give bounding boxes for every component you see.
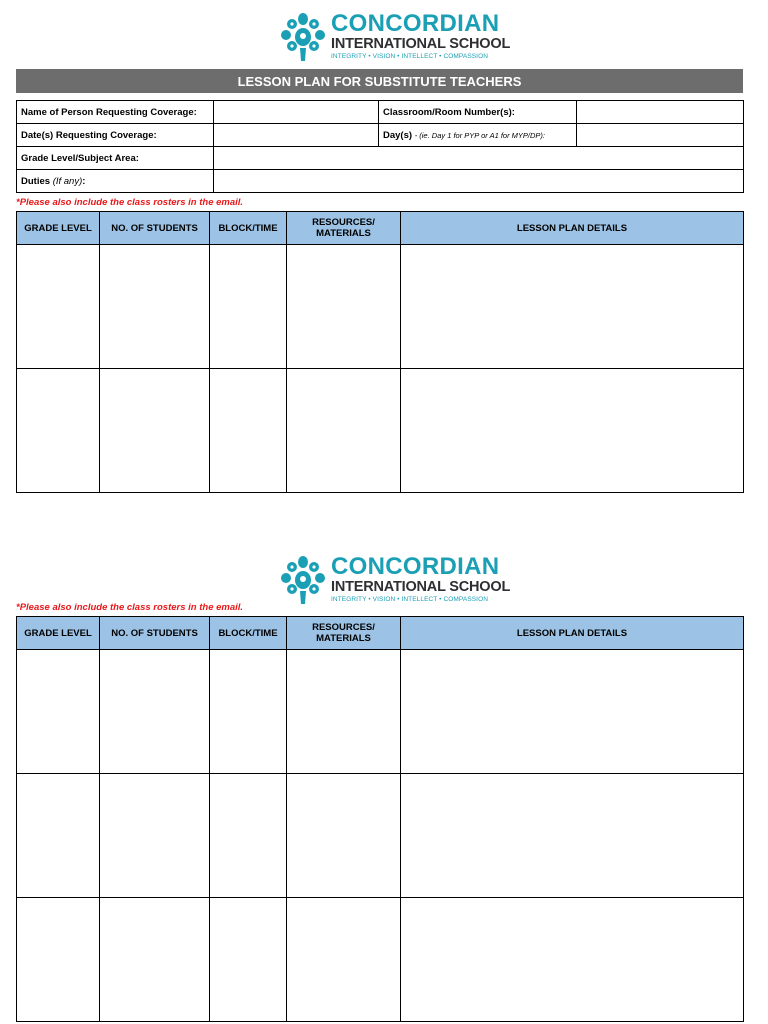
request-info-table xyxy=(16,100,744,193)
dates-label: Date(s) Requesting Coverage: xyxy=(17,124,214,147)
col-header: LESSON PLAN DETAILS xyxy=(401,212,744,245)
col-header: NO. OF STUDENTS xyxy=(100,212,210,245)
col-header: GRADE LEVEL xyxy=(17,617,100,650)
plan-cell[interactable] xyxy=(17,650,100,774)
flower-emblem-icon xyxy=(280,555,326,605)
col-header: BLOCK/TIME xyxy=(210,617,287,650)
duties-colon: : xyxy=(82,175,86,187)
info-row-grade xyxy=(17,147,744,170)
classroom-label: Classroom/Room Number(s): xyxy=(379,101,577,124)
logo-tagline: INTEGRITY • VISION • INTELLECT • COMPASSION xyxy=(331,53,489,60)
duties-label: Duties xyxy=(21,175,51,187)
plan-cell[interactable] xyxy=(401,369,744,493)
plan-header-row xyxy=(17,212,744,245)
plan-cell[interactable] xyxy=(210,245,287,369)
days-hint: - (ie. Day 1 for PYP or A1 for MYP/DP): xyxy=(414,130,545,140)
plan-cell[interactable] xyxy=(17,245,100,369)
form-title-bar: LESSON PLAN FOR SUBSTITUTE TEACHERS xyxy=(16,69,743,93)
plan-cell[interactable] xyxy=(287,774,401,898)
plan-cell[interactable] xyxy=(17,369,100,493)
duties-label-cell xyxy=(17,170,214,193)
plan-cell[interactable] xyxy=(210,650,287,774)
plan-cell[interactable] xyxy=(210,774,287,898)
days-value-cell[interactable] xyxy=(577,124,744,147)
col-header: BLOCK/TIME xyxy=(210,212,287,245)
grade-value-cell[interactable] xyxy=(214,147,744,170)
plan-cell[interactable] xyxy=(210,898,287,1022)
plan-cell[interactable] xyxy=(100,369,210,493)
person-label: Name of Person Requesting Coverage: xyxy=(17,101,214,124)
plan-cell[interactable] xyxy=(401,774,744,898)
plan-cell[interactable] xyxy=(100,898,210,1022)
plan-cell[interactable] xyxy=(210,369,287,493)
school-logo xyxy=(280,10,511,62)
col-header: LESSON PLAN DETAILS xyxy=(401,617,744,650)
plan-row xyxy=(17,774,744,898)
school-logo xyxy=(280,553,511,605)
person-value-cell[interactable] xyxy=(214,101,379,124)
info-row-dates xyxy=(17,124,744,147)
col-header: RESOURCES/ MATERIALS xyxy=(287,212,401,245)
col-header: RESOURCES/ MATERIALS xyxy=(287,617,401,650)
plan-cell[interactable] xyxy=(287,369,401,493)
plan-cell[interactable] xyxy=(287,898,401,1022)
plan-row xyxy=(17,650,744,774)
logo-school-name: CONCORDIAN xyxy=(331,10,500,37)
lesson-plan-table xyxy=(16,211,744,493)
plan-row xyxy=(17,369,744,493)
col-header: GRADE LEVEL xyxy=(17,212,100,245)
duties-value-cell[interactable] xyxy=(214,170,744,193)
plan-cell[interactable] xyxy=(287,245,401,369)
plan-cell[interactable] xyxy=(100,774,210,898)
info-row-duties xyxy=(17,170,744,193)
duties-hint: (If any) xyxy=(52,175,83,187)
plan-row xyxy=(17,245,744,369)
roster-note: *Please also include the class rosters in the email. xyxy=(16,197,244,208)
plan-cell[interactable] xyxy=(100,245,210,369)
plan-row xyxy=(17,898,744,1022)
plan-header-row xyxy=(17,617,744,650)
plan-cell[interactable] xyxy=(17,774,100,898)
roster-note: *Please also include the class rosters in the email. xyxy=(16,602,244,613)
flower-emblem-icon xyxy=(280,12,326,62)
info-row-person xyxy=(17,101,744,124)
col-header: NO. OF STUDENTS xyxy=(100,617,210,650)
days-label: Day(s) xyxy=(383,129,413,141)
logo-tagline: INTEGRITY • VISION • INTELLECT • COMPASSION xyxy=(331,596,489,603)
grade-label: Grade Level/Subject Area: xyxy=(17,147,214,170)
logo-subtitle: INTERNATIONAL SCHOOL xyxy=(331,36,511,52)
logo-subtitle: INTERNATIONAL SCHOOL xyxy=(331,579,511,595)
logo-school-name: CONCORDIAN xyxy=(331,553,500,580)
classroom-value-cell[interactable] xyxy=(577,101,744,124)
plan-cell[interactable] xyxy=(401,650,744,774)
dates-value-cell[interactable] xyxy=(214,124,379,147)
plan-cell[interactable] xyxy=(401,245,744,369)
plan-cell[interactable] xyxy=(17,898,100,1022)
lesson-plan-table xyxy=(16,616,744,1022)
plan-cell[interactable] xyxy=(100,650,210,774)
plan-cell[interactable] xyxy=(401,898,744,1022)
plan-cell[interactable] xyxy=(287,650,401,774)
days-label-cell xyxy=(379,124,577,147)
